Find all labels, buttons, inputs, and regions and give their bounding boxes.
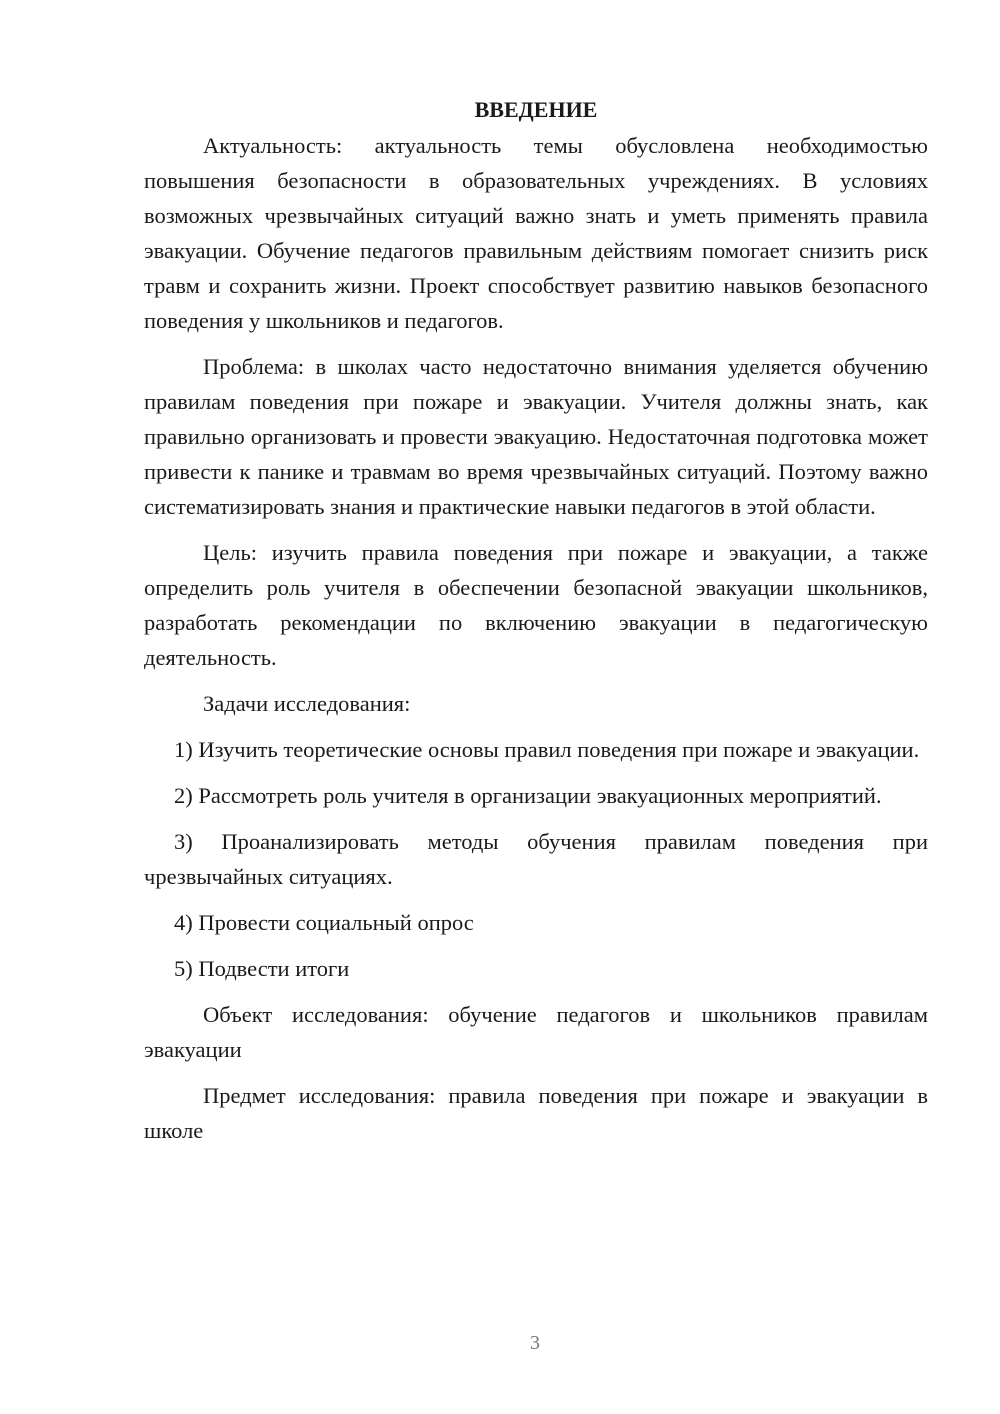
goal-paragraph: Цель: изучить правила поведения при пожаре и эвакуации, а также определить роль учителя в обеспечении безопасной эвакуации школьников, разработать рекомендации по включению эвакуации в педагогическую деятельность. bbox=[144, 540, 928, 670]
relevance-paragraph: Актуальность: актуальность темы обусловлена необходимостью повышения безопасности в образовательных учреждениях. В условиях возможных чрезвычайных ситуаций важно знать и уметь применять правила эвакуации. Обучение педагогов правильным действиям помогает снизить риск травм и сохранить жизни. Проект способствует развитию навыков безопасного поведения у школьников и педагогов. bbox=[144, 133, 928, 333]
task-item: 1) Изучить теоретические основы правил поведения при пожаре и эвакуации. bbox=[174, 737, 920, 762]
tasks-heading: Задачи исследования: bbox=[203, 691, 411, 716]
task-item: 3) Проанализировать методы обучения правилам поведения при чрезвычайных ситуациях. bbox=[144, 829, 928, 889]
subject-paragraph: Предмет исследования: правила поведения при пожаре и эвакуации в школе bbox=[144, 1083, 928, 1143]
tasks-list bbox=[144, 732, 928, 986]
problem-paragraph: Проблема: в школах часто недостаточно внимания уделяется обучению правилам поведения при пожаре и эвакуации. Учителя должны знать, как правильно организовать и провести эвакуацию. Недостаточная подготовка может привести к панике и травмам во время чрезвычайных ситуаций. Поэтому важно систематизировать знания и практические навыки педагогов в этой области. bbox=[144, 354, 928, 519]
page-title: ВВЕДЕНИЕ bbox=[474, 97, 598, 122]
object-paragraph: Объект исследования: обучение педагогов и школьников правилам эвакуации bbox=[144, 1002, 928, 1062]
task-item: 2) Рассмотреть роль учителя в организации эвакуационных мероприятий. bbox=[174, 783, 882, 808]
page-number: 3 bbox=[530, 1332, 540, 1354]
task-item: 4) Провести социальный опрос bbox=[174, 910, 474, 935]
page-content bbox=[144, 92, 928, 1159]
task-item: 5) Подвести итоги bbox=[174, 956, 350, 981]
